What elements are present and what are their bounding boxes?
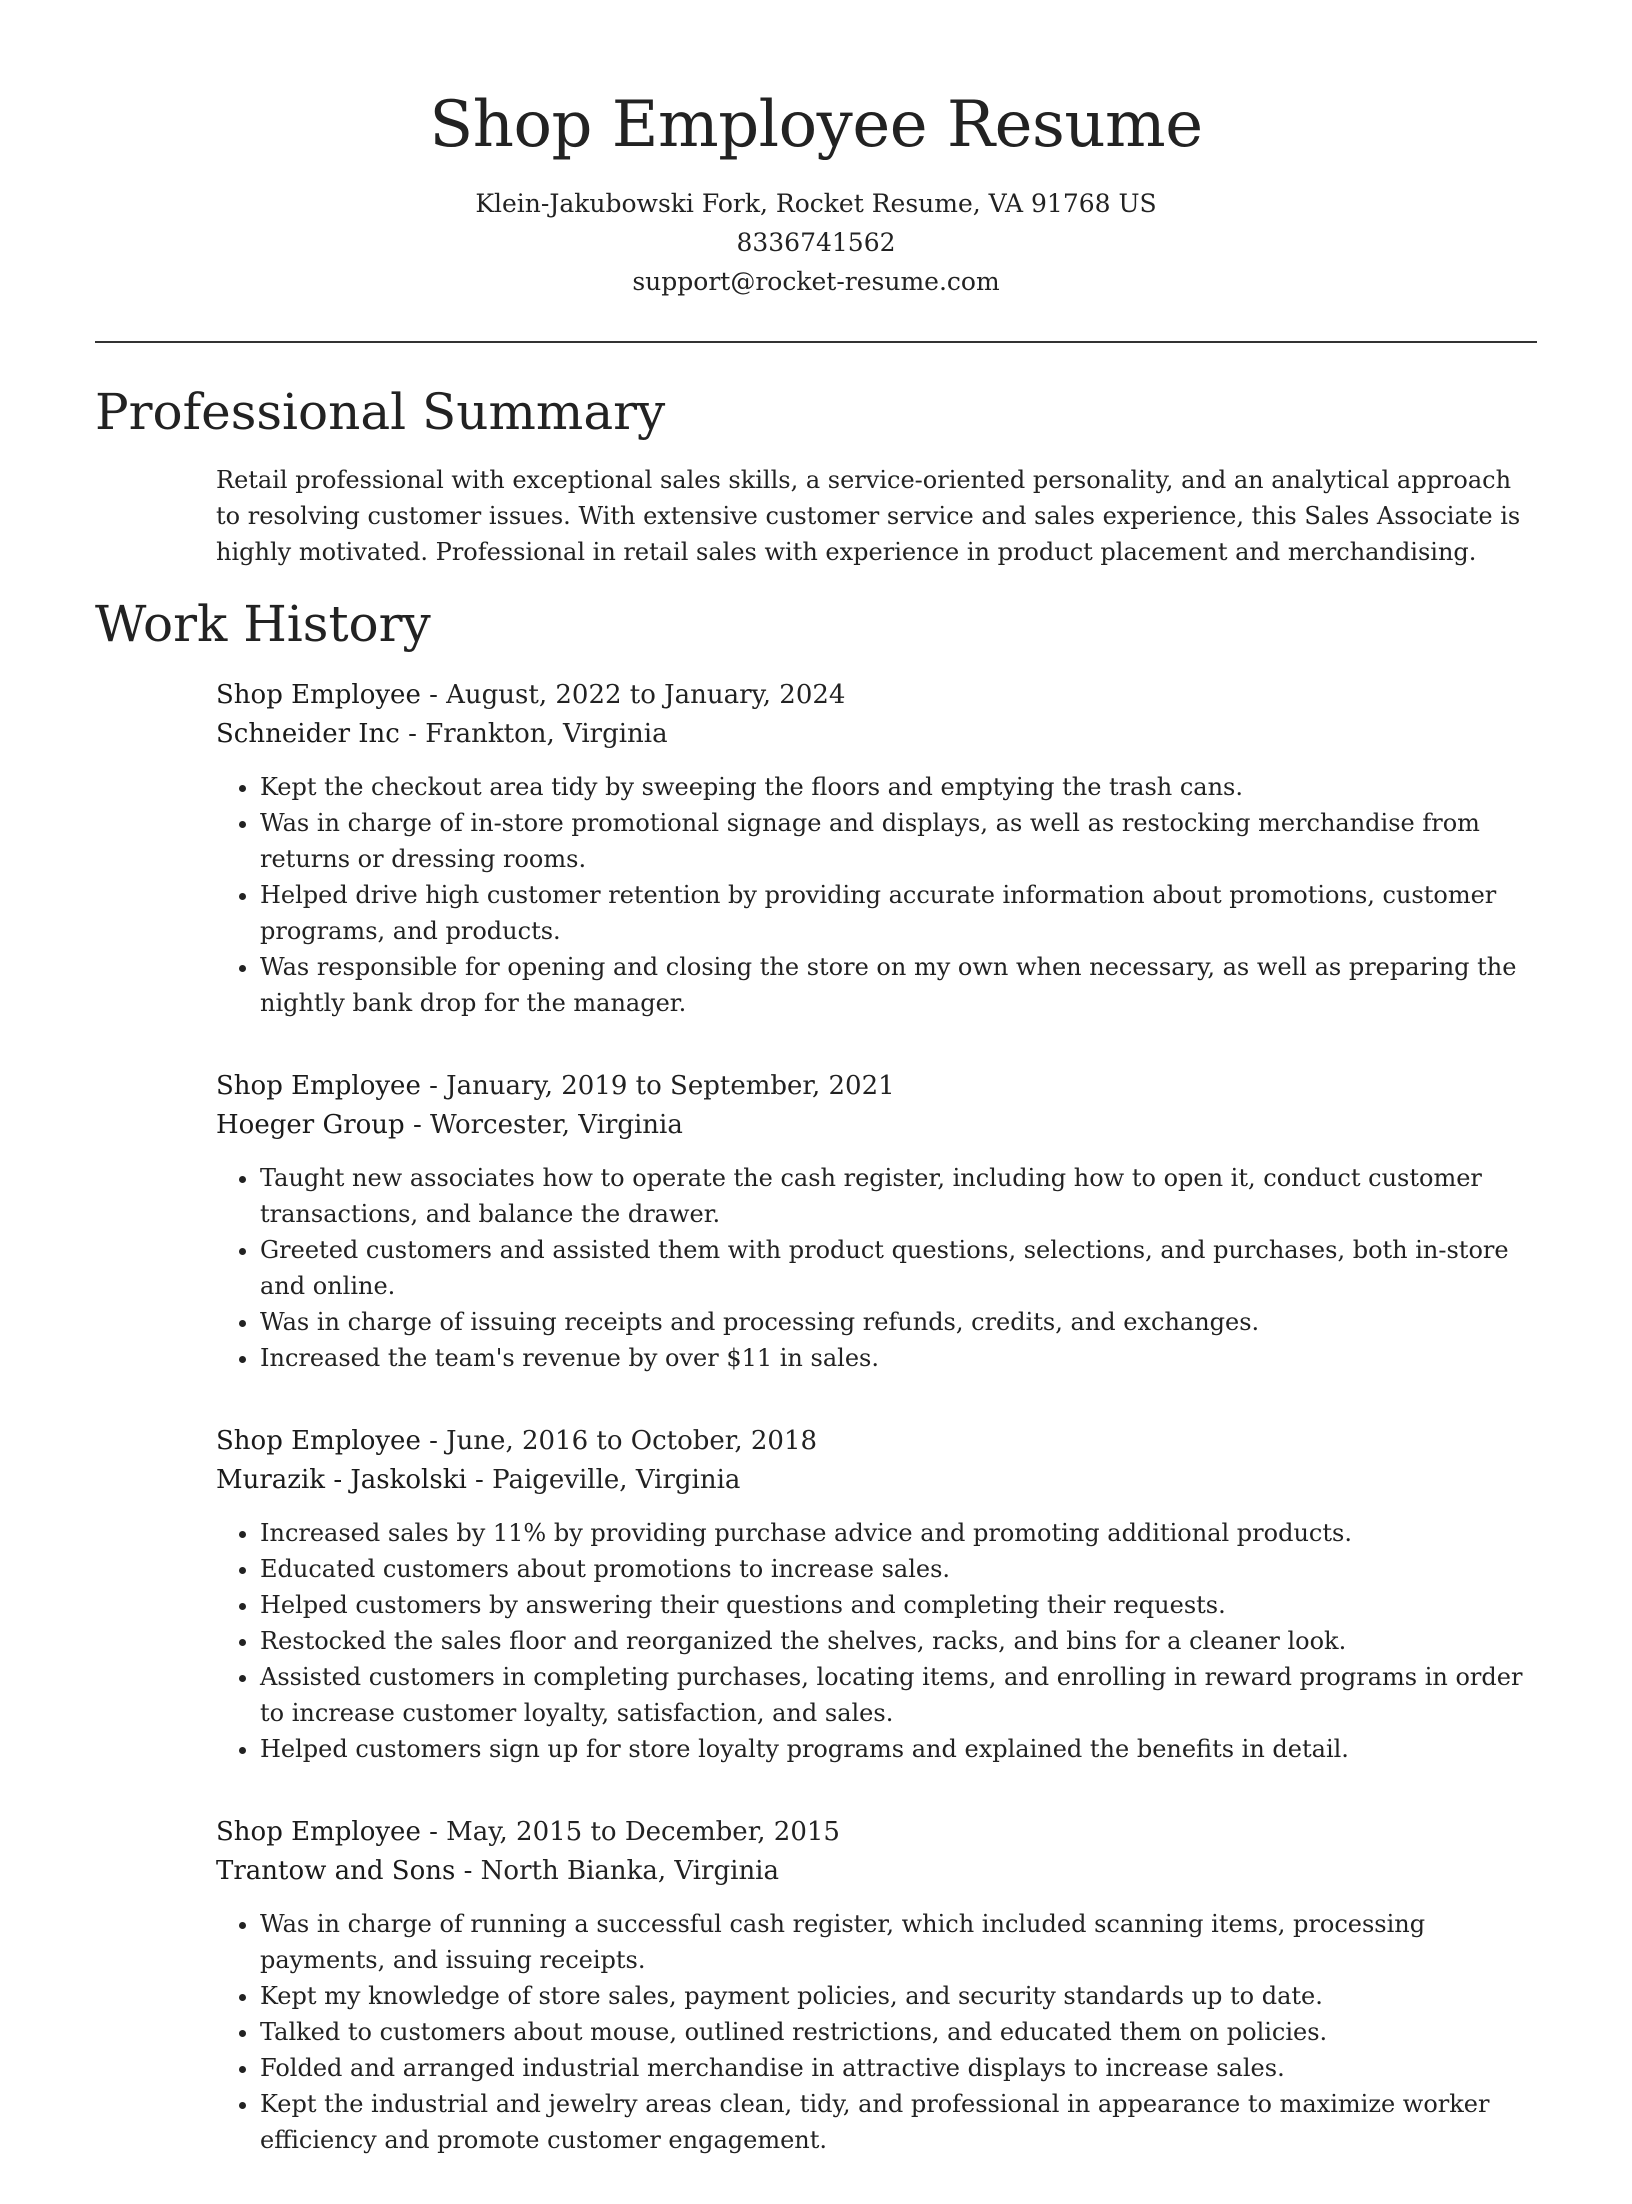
phone-line: 8336741562 bbox=[736, 228, 896, 257]
header-divider bbox=[95, 341, 1537, 343]
job-dates: - January, 2019 to September, 2021 bbox=[420, 1071, 895, 1101]
bullet-item: • Increased the team's revenue by over $11 in sales. bbox=[260, 1340, 1537, 1376]
job-bullets bbox=[216, 1906, 1537, 2158]
resume-header bbox=[0, 80, 1632, 301]
bullet-item: • Helped customers by answering their questions and completing their requests. bbox=[260, 1587, 1537, 1623]
job-location: - Frankton, Virginia bbox=[399, 719, 668, 749]
bullet-item: • Kept my knowledge of store sales, payment policies, and security standards up to date. bbox=[260, 1978, 1537, 2014]
bullet-item: • Greeted customers and assisted them with product questions, selections, and purchases, both in-store and online. bbox=[260, 1232, 1537, 1304]
email-line: support@rocket-resume.com bbox=[632, 267, 1000, 296]
bullet-item: • Was in charge of running a successful cash register, which included scanning items, processing payments, and issuing receipts. bbox=[260, 1906, 1537, 1978]
job-entry bbox=[216, 1422, 1537, 1767]
job-entry bbox=[216, 1067, 1537, 1376]
job-company: Murazik - Jaskolski bbox=[216, 1465, 467, 1495]
job-title-line bbox=[216, 676, 1537, 715]
job-title: Shop Employee bbox=[216, 1426, 421, 1456]
summary-text: Retail professional with exceptional sales skills, a service-oriented personality, and an analytical approach to resolving customer issues. With extensive customer service and sales experience, this Sales Associate is highly motivated. Professional in retail sales with experience in product placement and merchandising. bbox=[216, 466, 1521, 566]
bullet-item: • Assisted customers in completing purchases, locating items, and enrolling in reward programs in order to increase customer loyalty, satisfaction, and sales. bbox=[260, 1659, 1537, 1731]
summary-heading: Professional Summary bbox=[95, 383, 666, 441]
job-bullets bbox=[216, 1160, 1537, 1376]
bullet-item: • Increased sales by 11% by providing purchase advice and promoting additional products. bbox=[260, 1515, 1537, 1551]
bullet-item: • Taught new associates how to operate the cash register, including how to open it, conduct customer transactions, and balance the drawer. bbox=[260, 1160, 1537, 1232]
job-title-line bbox=[216, 1813, 1537, 1852]
job-title-line bbox=[216, 1067, 1537, 1106]
job-location: - North Bianka, Virginia bbox=[455, 1856, 780, 1886]
page-title: Shop Employee Resume bbox=[429, 88, 1203, 162]
bullet-item: • Folded and arranged industrial merchandise in attractive displays to increase sales. bbox=[260, 2050, 1537, 2086]
job-company: Hoeger Group bbox=[216, 1110, 405, 1140]
bullet-item: • Kept the industrial and jewelry areas clean, tidy, and professional in appearance to maximize worker efficiency and promote customer engagement. bbox=[260, 2086, 1537, 2158]
job-title: Shop Employee bbox=[216, 680, 421, 710]
bullet-item: • Helped drive high customer retention by providing accurate information about promotions, customer programs, and products. bbox=[260, 877, 1537, 949]
job-company: Schneider Inc bbox=[216, 719, 400, 749]
bullet-item: • Restocked the sales floor and reorganized the shelves, racks, and bins for a cleaner look. bbox=[260, 1623, 1537, 1659]
job-company-line bbox=[216, 1461, 1537, 1500]
job-location: - Paigeville, Virginia bbox=[466, 1465, 741, 1495]
job-company-line bbox=[216, 715, 1537, 754]
job-bullets bbox=[216, 769, 1537, 1021]
job-entry bbox=[216, 1813, 1537, 2158]
work-history-heading: Work History bbox=[95, 595, 431, 653]
job-title: Shop Employee bbox=[216, 1071, 421, 1101]
bullet-item: • Was in charge of in-store promotional signage and displays, as well as restocking merchandise from returns or dressing rooms. bbox=[260, 805, 1537, 877]
address-line: Klein-Jakubowski Fork, Rocket Resume, VA 91768 US bbox=[475, 189, 1157, 218]
job-dates: - June, 2016 to October, 2018 bbox=[420, 1426, 818, 1456]
job-location: - Worcester, Virginia bbox=[404, 1110, 683, 1140]
bullet-item: • Helped customers sign up for store loyalty programs and explained the benefits in detail. bbox=[260, 1731, 1537, 1767]
job-dates: - August, 2022 to January, 2024 bbox=[420, 680, 846, 710]
job-entry bbox=[216, 676, 1537, 1021]
job-title: Shop Employee bbox=[216, 1817, 421, 1847]
bullet-item: • Was responsible for opening and closing the store on my own when necessary, as well as preparing the nightly bank drop for the manager. bbox=[260, 949, 1537, 1021]
job-bullets bbox=[216, 1515, 1537, 1767]
job-company-line bbox=[216, 1106, 1537, 1145]
job-title-line bbox=[216, 1422, 1537, 1461]
bullet-item: • Educated customers about promotions to increase sales. bbox=[260, 1551, 1537, 1587]
bullet-item: • Kept the checkout area tidy by sweeping the floors and emptying the trash cans. bbox=[260, 769, 1537, 805]
job-company: Trantow and Sons bbox=[216, 1856, 456, 1886]
job-dates: - May, 2015 to December, 2015 bbox=[420, 1817, 840, 1847]
bullet-item: • Was in charge of issuing receipts and processing refunds, credits, and exchanges. bbox=[260, 1304, 1537, 1340]
job-company-line bbox=[216, 1852, 1537, 1891]
work-history-list bbox=[216, 676, 1537, 2204]
bullet-item: • Talked to customers about mouse, outlined restrictions, and educated them on policies. bbox=[260, 2014, 1537, 2050]
